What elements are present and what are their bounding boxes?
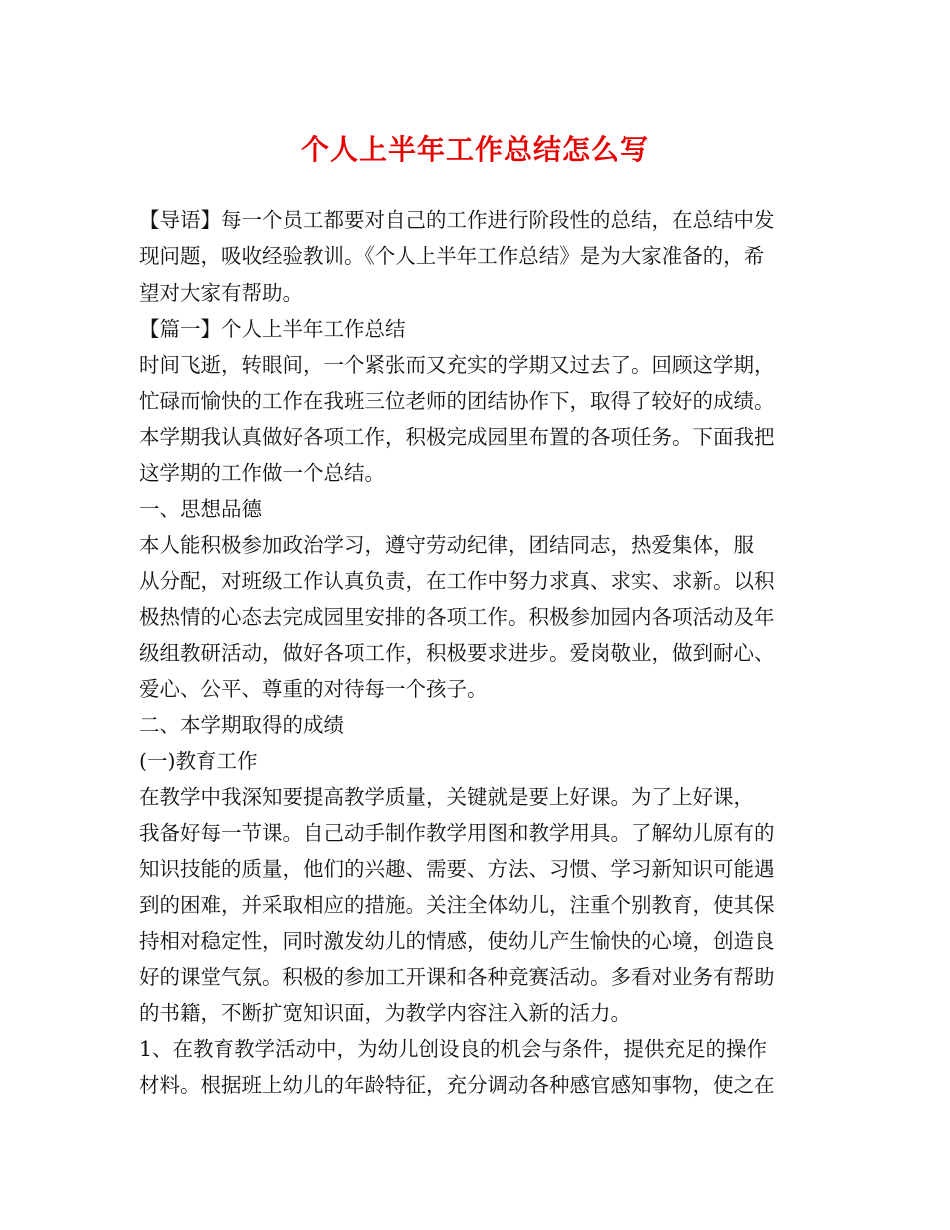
- text-line: 这学期的工作做一个总结。: [139, 461, 385, 485]
- text-line: 1、在教育教学活动中，为幼儿创设良的机会与条件，提供充足的操作: [139, 1037, 768, 1061]
- text-line: 忙碌而愉快的工作在我班三位老师的团结协作下，取得了较好的成绩。: [139, 389, 775, 413]
- text-line: 从分配，对班级工作认真负责，在工作中努力求真、求实、求新。以积: [139, 569, 775, 593]
- text-line: 知识技能的质量，他们的兴趣、需要、方法、习惯、学习新知识可能遇: [139, 857, 775, 881]
- text-line: 级组教研活动，做好各项工作，积极要求进步。爱岗敬业，做到耐心、: [139, 641, 775, 665]
- text-line: 在教学中我深知要提高教学质量，关键就是要上好课。为了上好课，: [139, 785, 754, 809]
- text-line: 的书籍，不断扩宽知识面，为教学内容注入新的活力。: [139, 1001, 631, 1025]
- text-line: 到的困难，并采取相应的措施。关注全体幼儿，注重个别教育，使其保: [139, 893, 775, 917]
- text-line: 【导语】每一个员工都要对自己的工作进行阶段性的总结，在总结中发: [139, 208, 775, 232]
- text-line: 好的课堂气氛。积极的参加工开课和各种竞赛活动。多看对业务有帮助: [139, 965, 775, 989]
- text-line: 极热情的心态去完成园里安排的各项工作。积极参加园内各项活动及年: [139, 605, 775, 629]
- text-line: 望对大家有帮助。: [139, 281, 303, 305]
- text-line: 现问题，吸收经验教训。《个人上半年工作总结》是为大家准备的，希: [139, 244, 765, 268]
- section-heading: 二、本学期取得的成绩: [139, 713, 344, 737]
- section-heading: 【篇一】个人上半年工作总结: [139, 317, 406, 341]
- text-line: 本人能积极参加政治学习，遵守劳动纪律，团结同志，热爱集体，服: [139, 533, 754, 557]
- document-title: 个人上半年工作总结怎么写: [300, 133, 649, 166]
- text-line: 爱心、公平、尊重的对待每一个孩子。: [139, 677, 488, 701]
- text-line: 材料。根据班上幼儿的年龄特征，充分调动各种感官感知事物，使之在: [139, 1073, 775, 1097]
- text-line: 本学期我认真做好各项工作，积极完成园里布置的各项任务。下面我把: [139, 425, 775, 449]
- text-line: 时间飞逝，转眼间，一个紧张而又充实的学期又过去了。回顾这学期，: [139, 353, 775, 377]
- section-heading: 一、思想品德: [139, 497, 262, 521]
- text-line: 我备好每一节课。自己动手制作教学用图和教学用具。了解幼儿原有的: [139, 821, 775, 845]
- subsection-heading: (一)教育工作: [139, 749, 258, 773]
- text-line: 持相对稳定性，同时激发幼儿的情感，使幼儿产生愉快的心境，创造良: [139, 929, 775, 953]
